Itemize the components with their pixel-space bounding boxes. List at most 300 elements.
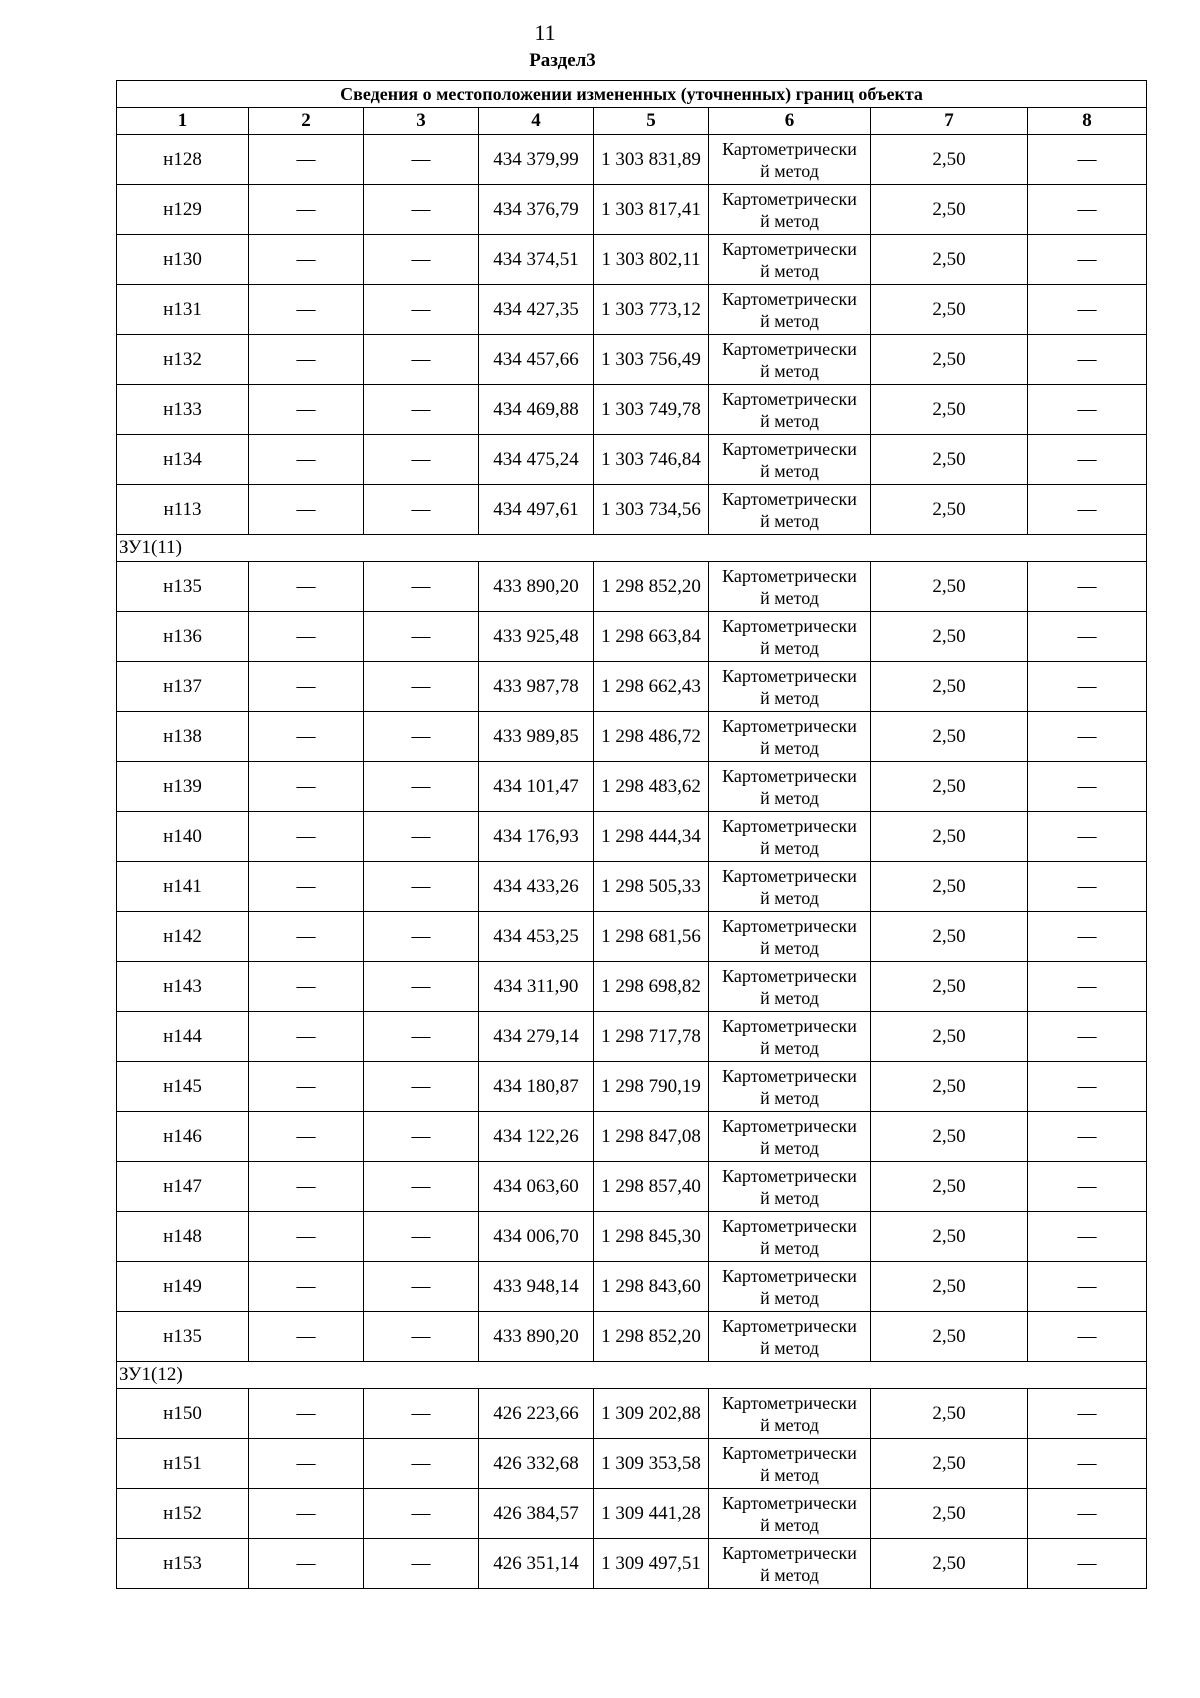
table-row	[117, 185, 1147, 235]
accuracy-cell: 2,50	[871, 485, 1028, 535]
group-row	[117, 535, 1147, 562]
table-row	[117, 1012, 1147, 1062]
accuracy-cell: 2,50	[871, 285, 1028, 335]
dash-cell: —	[249, 562, 364, 612]
method-line: й метод	[760, 587, 819, 608]
dash-cell: —	[364, 562, 479, 612]
accuracy-cell: 2,50	[871, 862, 1028, 912]
dash-cell: —	[1028, 235, 1147, 285]
y-coordinate-cell: 1 303 756,49	[594, 335, 709, 385]
point-cell: н139	[117, 762, 249, 812]
y-coordinate-cell: 1 298 857,40	[594, 1162, 709, 1212]
dash-cell: —	[1028, 1489, 1147, 1539]
dash-cell: —	[364, 1212, 479, 1262]
point-cell: н146	[117, 1112, 249, 1162]
dash-cell: —	[249, 612, 364, 662]
y-coordinate-cell: 1 303 802,11	[594, 235, 709, 285]
point-cell: н145	[117, 1062, 249, 1112]
x-coordinate-cell: 433 890,20	[479, 562, 594, 612]
dash-cell: —	[364, 662, 479, 712]
table-row	[117, 1262, 1147, 1312]
boundary-coordinates-table	[116, 80, 1147, 1589]
point-cell: н150	[117, 1389, 249, 1439]
dash-cell: —	[249, 335, 364, 385]
dash-cell: —	[249, 862, 364, 912]
dash-cell: —	[364, 285, 479, 335]
method-line: Картометрически	[722, 1165, 857, 1186]
dash-cell: —	[364, 1012, 479, 1062]
column-header: 3	[364, 108, 479, 135]
method-cell	[709, 385, 871, 435]
dash-cell: —	[249, 435, 364, 485]
dash-cell: —	[1028, 1262, 1147, 1312]
method-line: й метод	[760, 410, 819, 431]
dash-cell: —	[1028, 712, 1147, 762]
point-cell: н130	[117, 235, 249, 285]
y-coordinate-cell: 1 303 746,84	[594, 435, 709, 485]
dash-cell: —	[1028, 1312, 1147, 1362]
method-cell	[709, 1112, 871, 1162]
y-coordinate-cell: 1 298 845,30	[594, 1212, 709, 1262]
table-row	[117, 1539, 1147, 1589]
dash-cell: —	[364, 485, 479, 535]
dash-cell: —	[249, 1162, 364, 1212]
method-line: Картометрически	[722, 665, 857, 686]
dash-cell: —	[249, 762, 364, 812]
method-line: й метод	[760, 260, 819, 281]
method-line: й метод	[760, 1037, 819, 1058]
dash-cell: —	[1028, 1389, 1147, 1439]
accuracy-cell: 2,50	[871, 612, 1028, 662]
method-line: й метод	[760, 1187, 819, 1208]
method-line: Картометрически	[722, 1315, 857, 1336]
dash-cell: —	[249, 1012, 364, 1062]
x-coordinate-cell: 434 457,66	[479, 335, 594, 385]
method-line: й метод	[760, 737, 819, 758]
method-cell	[709, 1312, 871, 1362]
method-cell	[709, 1489, 871, 1539]
method-cell	[709, 562, 871, 612]
y-coordinate-cell: 1 298 843,60	[594, 1262, 709, 1312]
y-coordinate-cell: 1 298 698,82	[594, 962, 709, 1012]
point-cell: н137	[117, 662, 249, 712]
method-cell	[709, 185, 871, 235]
y-coordinate-cell: 1 298 663,84	[594, 612, 709, 662]
dash-cell: —	[249, 285, 364, 335]
table-row	[117, 435, 1147, 485]
method-line: Картометрически	[722, 488, 857, 509]
table-row	[117, 1389, 1147, 1439]
dash-cell: —	[249, 712, 364, 762]
table-row	[117, 562, 1147, 612]
point-cell: н131	[117, 285, 249, 335]
point-cell: н148	[117, 1212, 249, 1262]
table-row	[117, 862, 1147, 912]
method-line: Картометрически	[722, 338, 857, 359]
method-line: Картометрически	[722, 1115, 857, 1136]
method-line: Картометрически	[722, 815, 857, 836]
accuracy-cell: 2,50	[871, 1539, 1028, 1589]
method-cell	[709, 662, 871, 712]
table-body	[117, 135, 1147, 1589]
x-coordinate-cell: 434 427,35	[479, 285, 594, 335]
dash-cell: —	[249, 1312, 364, 1362]
y-coordinate-cell: 1 303 749,78	[594, 385, 709, 435]
point-cell: н142	[117, 912, 249, 962]
method-cell	[709, 612, 871, 662]
method-cell	[709, 1262, 871, 1312]
dash-cell: —	[1028, 612, 1147, 662]
point-cell: н128	[117, 135, 249, 185]
x-coordinate-cell: 426 332,68	[479, 1439, 594, 1489]
point-cell: н151	[117, 1439, 249, 1489]
dash-cell: —	[364, 1489, 479, 1539]
x-coordinate-cell: 433 987,78	[479, 662, 594, 712]
x-coordinate-cell: 426 351,14	[479, 1539, 594, 1589]
point-cell: н141	[117, 862, 249, 912]
method-cell	[709, 762, 871, 812]
dash-cell: —	[249, 1112, 364, 1162]
x-coordinate-cell: 434 311,90	[479, 962, 594, 1012]
accuracy-cell: 2,50	[871, 562, 1028, 612]
y-coordinate-cell: 1 298 717,78	[594, 1012, 709, 1062]
accuracy-cell: 2,50	[871, 762, 1028, 812]
x-coordinate-cell: 434 063,60	[479, 1162, 594, 1212]
method-line: Картометрически	[722, 1492, 857, 1513]
x-coordinate-cell: 434 006,70	[479, 1212, 594, 1262]
dash-cell: —	[249, 385, 364, 435]
table-row	[117, 235, 1147, 285]
x-coordinate-cell: 434 122,26	[479, 1112, 594, 1162]
dash-cell: —	[364, 712, 479, 762]
method-line: Картометрически	[722, 1392, 857, 1413]
dash-cell: —	[1028, 285, 1147, 335]
dash-cell: —	[1028, 562, 1147, 612]
point-cell: н135	[117, 562, 249, 612]
accuracy-cell: 2,50	[871, 1489, 1028, 1539]
accuracy-cell: 2,50	[871, 135, 1028, 185]
method-cell	[709, 712, 871, 762]
point-cell: н153	[117, 1539, 249, 1589]
method-cell	[709, 335, 871, 385]
x-coordinate-cell: 433 925,48	[479, 612, 594, 662]
dash-cell: —	[249, 235, 364, 285]
method-line: й метод	[760, 210, 819, 231]
dash-cell: —	[1028, 185, 1147, 235]
method-cell	[709, 1162, 871, 1212]
x-coordinate-cell: 434 453,25	[479, 912, 594, 962]
method-line: Картометрически	[722, 138, 857, 159]
x-coordinate-cell: 434 376,79	[479, 185, 594, 235]
table-caption: Сведения о местоположении измененных (уточненных) границ объекта	[117, 81, 1147, 108]
method-line: Картометрически	[722, 615, 857, 636]
x-coordinate-cell: 433 890,20	[479, 1312, 594, 1362]
method-line: й метод	[760, 1137, 819, 1158]
dash-cell: —	[249, 1539, 364, 1589]
method-line: й метод	[760, 887, 819, 908]
accuracy-cell: 2,50	[871, 1112, 1028, 1162]
y-coordinate-cell: 1 309 497,51	[594, 1539, 709, 1589]
dash-cell: —	[249, 912, 364, 962]
dash-cell: —	[1028, 335, 1147, 385]
dash-cell: —	[364, 812, 479, 862]
point-cell: н138	[117, 712, 249, 762]
dash-cell: —	[1028, 135, 1147, 185]
column-header: 8	[1028, 108, 1147, 135]
dash-cell: —	[364, 1112, 479, 1162]
dash-cell: —	[364, 612, 479, 662]
table-row	[117, 135, 1147, 185]
table-row	[117, 1212, 1147, 1262]
x-coordinate-cell: 434 433,26	[479, 862, 594, 912]
column-header: 7	[871, 108, 1028, 135]
x-coordinate-cell: 434 101,47	[479, 762, 594, 812]
point-cell: н152	[117, 1489, 249, 1539]
dash-cell: —	[364, 185, 479, 235]
group-label: ЗУ1(11)	[117, 535, 1147, 562]
dash-cell: —	[364, 1262, 479, 1312]
method-line: Картометрически	[722, 1065, 857, 1086]
method-line: Картометрически	[722, 238, 857, 259]
dash-cell: —	[364, 762, 479, 812]
point-cell: н134	[117, 435, 249, 485]
dash-cell: —	[364, 235, 479, 285]
table-row	[117, 1162, 1147, 1212]
accuracy-cell: 2,50	[871, 1312, 1028, 1362]
dash-cell: —	[364, 862, 479, 912]
accuracy-cell: 2,50	[871, 1439, 1028, 1489]
accuracy-cell: 2,50	[871, 1389, 1028, 1439]
method-cell	[709, 1439, 871, 1489]
accuracy-cell: 2,50	[871, 662, 1028, 712]
dash-cell: —	[249, 1489, 364, 1539]
dash-cell: —	[364, 1439, 479, 1489]
table-row	[117, 962, 1147, 1012]
dash-cell: —	[249, 135, 364, 185]
method-cell	[709, 1012, 871, 1062]
method-line: Картометрически	[722, 1442, 857, 1463]
x-coordinate-cell: 426 384,57	[479, 1489, 594, 1539]
y-coordinate-cell: 1 298 483,62	[594, 762, 709, 812]
y-coordinate-cell: 1 303 734,56	[594, 485, 709, 535]
x-coordinate-cell: 434 176,93	[479, 812, 594, 862]
table-row	[117, 385, 1147, 435]
y-coordinate-cell: 1 298 847,08	[594, 1112, 709, 1162]
accuracy-cell: 2,50	[871, 912, 1028, 962]
x-coordinate-cell: 434 497,61	[479, 485, 594, 535]
accuracy-cell: 2,50	[871, 185, 1028, 235]
method-line: Картометрически	[722, 388, 857, 409]
method-cell	[709, 862, 871, 912]
method-line: й метод	[760, 937, 819, 958]
dash-cell: —	[1028, 1439, 1147, 1489]
table-row	[117, 1489, 1147, 1539]
dash-cell: —	[1028, 912, 1147, 962]
table-row	[117, 335, 1147, 385]
dash-cell: —	[364, 435, 479, 485]
method-cell	[709, 435, 871, 485]
point-cell: н135	[117, 1312, 249, 1362]
accuracy-cell: 2,50	[871, 435, 1028, 485]
method-line: Картометрически	[722, 715, 857, 736]
table-row	[117, 612, 1147, 662]
method-line: й метод	[760, 1287, 819, 1308]
method-cell	[709, 285, 871, 335]
accuracy-cell: 2,50	[871, 1012, 1028, 1062]
method-cell	[709, 962, 871, 1012]
method-line: й метод	[760, 1414, 819, 1435]
column-header-row	[117, 108, 1147, 135]
x-coordinate-cell: 434 374,51	[479, 235, 594, 285]
y-coordinate-cell: 1 303 831,89	[594, 135, 709, 185]
method-line: й метод	[760, 160, 819, 181]
table-row	[117, 285, 1147, 335]
method-line: й метод	[760, 360, 819, 381]
y-coordinate-cell: 1 298 444,34	[594, 812, 709, 862]
dash-cell: —	[1028, 1212, 1147, 1262]
dash-cell: —	[1028, 812, 1147, 862]
method-cell	[709, 135, 871, 185]
column-header: 2	[249, 108, 364, 135]
x-coordinate-cell: 434 379,99	[479, 135, 594, 185]
dash-cell: —	[364, 335, 479, 385]
table-row	[117, 712, 1147, 762]
dash-cell: —	[364, 962, 479, 1012]
method-line: й метод	[760, 1514, 819, 1535]
table-row	[117, 662, 1147, 712]
accuracy-cell: 2,50	[871, 1162, 1028, 1212]
x-coordinate-cell: 434 180,87	[479, 1062, 594, 1112]
table-row	[117, 1439, 1147, 1489]
method-line: й метод	[760, 1564, 819, 1585]
method-cell	[709, 1389, 871, 1439]
y-coordinate-cell: 1 298 852,20	[594, 562, 709, 612]
y-coordinate-cell: 1 298 486,72	[594, 712, 709, 762]
column-header: 6	[709, 108, 871, 135]
method-line: й метод	[760, 687, 819, 708]
method-line: Картометрически	[722, 438, 857, 459]
point-cell: н143	[117, 962, 249, 1012]
method-line: Картометрически	[722, 565, 857, 586]
point-cell: н144	[117, 1012, 249, 1062]
x-coordinate-cell: 433 948,14	[479, 1262, 594, 1312]
group-label: ЗУ1(12)	[117, 1362, 1147, 1389]
method-line: й метод	[760, 310, 819, 331]
y-coordinate-cell: 1 298 681,56	[594, 912, 709, 962]
method-line: й метод	[760, 837, 819, 858]
method-line: й метод	[760, 1087, 819, 1108]
point-cell: н140	[117, 812, 249, 862]
group-row	[117, 1362, 1147, 1389]
table-row	[117, 1112, 1147, 1162]
accuracy-cell: 2,50	[871, 1262, 1028, 1312]
dash-cell: —	[1028, 385, 1147, 435]
table-row	[117, 762, 1147, 812]
y-coordinate-cell: 1 298 505,33	[594, 862, 709, 912]
method-line: Картометрически	[722, 1265, 857, 1286]
dash-cell: —	[364, 135, 479, 185]
dash-cell: —	[364, 1389, 479, 1439]
table-row	[117, 912, 1147, 962]
method-line: й метод	[760, 1337, 819, 1358]
x-coordinate-cell: 434 469,88	[479, 385, 594, 435]
dash-cell: —	[1028, 1162, 1147, 1212]
dash-cell: —	[1028, 662, 1147, 712]
point-cell: н133	[117, 385, 249, 435]
dash-cell: —	[1028, 1012, 1147, 1062]
method-cell	[709, 812, 871, 862]
point-cell: н132	[117, 335, 249, 385]
method-line: й метод	[760, 987, 819, 1008]
x-coordinate-cell: 434 279,14	[479, 1012, 594, 1062]
column-header: 4	[479, 108, 594, 135]
method-cell	[709, 1062, 871, 1112]
method-line: Картометрически	[722, 765, 857, 786]
method-cell	[709, 912, 871, 962]
y-coordinate-cell: 1 298 852,20	[594, 1312, 709, 1362]
accuracy-cell: 2,50	[871, 962, 1028, 1012]
dash-cell: —	[364, 1162, 479, 1212]
method-cell	[709, 235, 871, 285]
x-coordinate-cell: 433 989,85	[479, 712, 594, 762]
method-line: Картометрически	[722, 188, 857, 209]
method-cell	[709, 1212, 871, 1262]
dash-cell: —	[1028, 1062, 1147, 1112]
column-header: 5	[594, 108, 709, 135]
dash-cell: —	[249, 185, 364, 235]
dash-cell: —	[249, 1262, 364, 1312]
method-line: й метод	[760, 1464, 819, 1485]
dash-cell: —	[1028, 962, 1147, 1012]
dash-cell: —	[1028, 435, 1147, 485]
y-coordinate-cell: 1 298 790,19	[594, 1062, 709, 1112]
dash-cell: —	[249, 1062, 364, 1112]
section-title: Раздел3	[529, 50, 596, 71]
method-line: Картометрически	[722, 865, 857, 886]
y-coordinate-cell: 1 309 441,28	[594, 1489, 709, 1539]
dash-cell: —	[249, 1439, 364, 1489]
method-line: Картометрически	[722, 1015, 857, 1036]
dash-cell: —	[249, 485, 364, 535]
dash-cell: —	[249, 1389, 364, 1439]
method-cell	[709, 485, 871, 535]
y-coordinate-cell: 1 303 773,12	[594, 285, 709, 335]
column-header: 1	[117, 108, 249, 135]
x-coordinate-cell: 426 223,66	[479, 1389, 594, 1439]
y-coordinate-cell: 1 309 202,88	[594, 1389, 709, 1439]
accuracy-cell: 2,50	[871, 812, 1028, 862]
dash-cell: —	[364, 1312, 479, 1362]
dash-cell: —	[1028, 762, 1147, 812]
method-cell	[709, 1539, 871, 1589]
method-line: Картометрически	[722, 1215, 857, 1236]
dash-cell: —	[364, 385, 479, 435]
y-coordinate-cell: 1 309 353,58	[594, 1439, 709, 1489]
accuracy-cell: 2,50	[871, 1062, 1028, 1112]
y-coordinate-cell: 1 298 662,43	[594, 662, 709, 712]
point-cell: н113	[117, 485, 249, 535]
dash-cell: —	[249, 1212, 364, 1262]
dash-cell: —	[249, 962, 364, 1012]
point-cell: н129	[117, 185, 249, 235]
dash-cell: —	[249, 662, 364, 712]
accuracy-cell: 2,50	[871, 1212, 1028, 1262]
point-cell: н147	[117, 1162, 249, 1212]
method-line: й метод	[760, 787, 819, 808]
method-line: Картометрически	[722, 965, 857, 986]
accuracy-cell: 2,50	[871, 235, 1028, 285]
method-line: Картометрически	[722, 288, 857, 309]
